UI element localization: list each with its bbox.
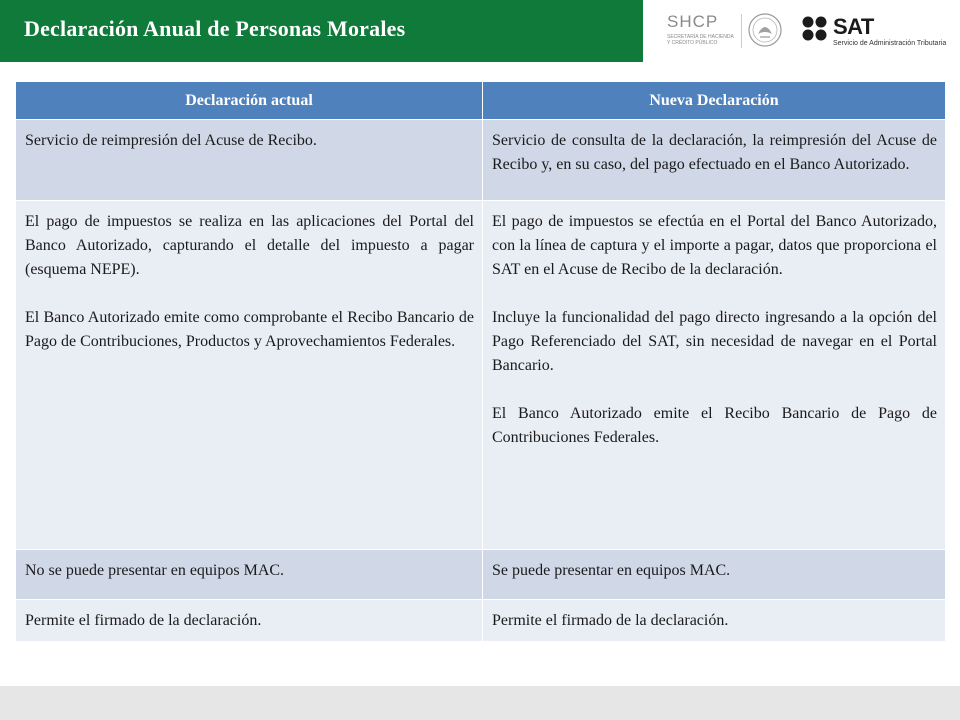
- cell-paragraph: Servicio de consulta de la declaración, la reimpresión del Acuse de Recibo y, en su caso, del pago efectuado en el Banco Autorizado.: [492, 132, 937, 173]
- cell-current: [16, 600, 483, 642]
- title-bar: [0, 0, 643, 62]
- cell-paragraph: Permite el firmado de la declaración.: [492, 612, 729, 629]
- cell-current: [16, 120, 483, 201]
- cell-paragraph: El pago de impuestos se realiza en las aplicaciones del Portal del Banco Autorizado, capturando el detalle del impuesto a pagar (esquema NEPE).: [25, 213, 474, 278]
- cell-paragraph: Permite el firmado de la declaración.: [25, 612, 262, 629]
- shcp-logo: [665, 12, 737, 52]
- footer-band: [0, 686, 960, 720]
- national-seal-icon: [747, 12, 783, 48]
- logo-area: [643, 0, 960, 62]
- cell-current: [16, 550, 483, 600]
- table-row: [16, 600, 946, 642]
- table-row: [16, 550, 946, 600]
- column-header-new: Nueva Declaración: [483, 82, 946, 120]
- table-row: [16, 201, 946, 550]
- cell-paragraph: El pago de impuestos se efectúa en el Portal del Banco Autorizado, con la línea de captura y el importe a pagar, datos que proporciona el SAT en el Acuse de Recibo de la declaración.: [492, 213, 937, 278]
- cell-paragraph: Incluye la funcionalidad del pago directo ingresando a la opción del Pago Referenciado del SAT, sin necesidad de navegar en el Portal Bancario.: [492, 309, 937, 374]
- cell-new: [483, 600, 946, 642]
- sat-logo-subtitle: Servicio de Administración Tributaria: [833, 40, 947, 47]
- cell-new: [483, 120, 946, 201]
- column-header-current: Declaración actual: [16, 82, 483, 120]
- cell-current: [16, 201, 483, 550]
- comparison-table: [15, 81, 946, 642]
- table-row: [16, 120, 946, 201]
- page-title: Declaración Anual de Personas Morales: [24, 16, 406, 41]
- shcp-logo-subtitle: SECRETARÍA DE HACIENDA Y CRÉDITO PÚBLICO: [667, 34, 734, 46]
- cell-new: [483, 201, 946, 550]
- cell-paragraph: El Banco Autorizado emite el Recibo Bancario de Pago de Contribuciones Federales.: [492, 405, 937, 446]
- cell-paragraph: Servicio de reimpresión del Acuse de Recibo.: [25, 132, 317, 149]
- shcp-logo-name: SHCP: [667, 12, 719, 31]
- table-header-row: [16, 82, 946, 120]
- sat-logo-name: SAT: [833, 14, 874, 39]
- cell-paragraph: No se puede presentar en equipos MAC.: [25, 562, 285, 579]
- cell-paragraph: Se puede presentar en equipos MAC.: [492, 562, 731, 579]
- sat-logo: [801, 14, 951, 50]
- sat-dots-icon: [801, 14, 831, 50]
- logo-divider: [741, 14, 742, 48]
- cell-paragraph: El Banco Autorizado emite como comprobante el Recibo Bancario de Pago de Contribuciones, Productos y Aprovechamientos Federales.: [25, 309, 474, 350]
- cell-new: [483, 550, 946, 600]
